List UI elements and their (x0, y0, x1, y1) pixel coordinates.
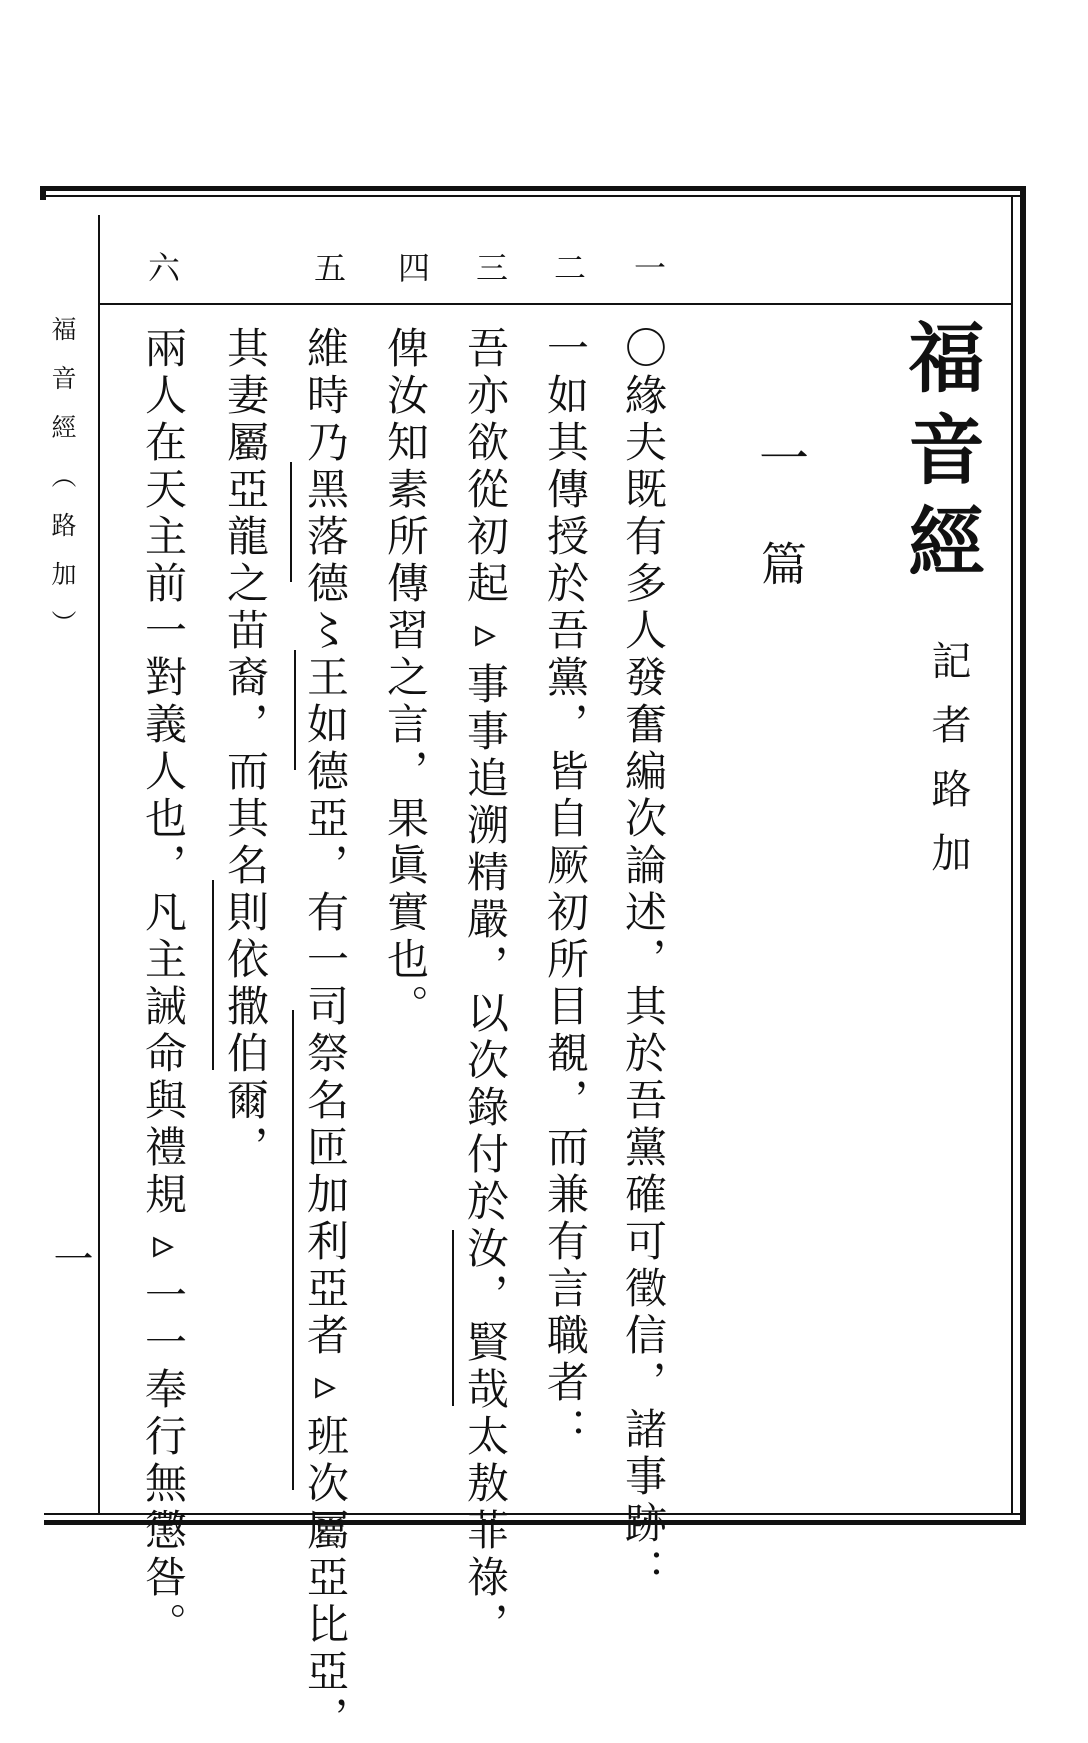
chapter-label: 篇 (754, 540, 808, 586)
verse-number-2: 二 (553, 249, 586, 287)
text-column-verse-2: 一如其傳授於吾黨，皆自厥初所目覩，而兼有言職者： (541, 326, 590, 1454)
proper-name-mark (452, 1230, 454, 1406)
frame-bottom-rule-inner (44, 1513, 1026, 1515)
verse-number-3: 三 (475, 249, 508, 287)
text-column-verse-1: 〇緣夫既有多人發奮編次論述，其於吾黨確可徵信，諸事跡： (619, 326, 668, 1595)
sidebar-title: 福音經（路加） (48, 316, 77, 659)
frame-right-rule-outer (1020, 186, 1026, 1525)
text-column-verse-5-continued: 其妻屬亞龍之苗裔，而其名則依撒伯爾， (221, 326, 270, 1172)
frame-right-rule-inner (1011, 195, 1013, 1515)
verse-number-6: 六 (147, 249, 180, 287)
text-column-verse-3: 吾亦欲從初起▹事事追溯精嚴，以次錄付於汝，賢哉太敖菲祿， (461, 326, 510, 1649)
verse-number-4: 四 (397, 249, 430, 287)
verse-number-1: 一 (633, 249, 666, 287)
sidebar-page-number: 一 (47, 1238, 93, 1278)
frame-top-rule-inner (44, 195, 1026, 197)
chapter-number: 一 (751, 432, 809, 482)
text-column-verse-5: 維時乃黑落德〻王如德亞，有一司祭名匝加利亞者▹班次屬亞比亞， (301, 326, 350, 1743)
verse-number-header-rule (100, 303, 1011, 305)
text-column-verse-6: 兩人在天主前一對義人也，凡主誡命與禮規▹一一奉行無懲咎。 (139, 326, 188, 1649)
frame-top-rule-outer (44, 186, 1026, 191)
book-title: 福音經 (896, 318, 985, 594)
proper-name-mark (292, 1010, 294, 1490)
verse-number-5: 五 (313, 249, 346, 287)
frame-left-rule (98, 215, 100, 1513)
frame-bottom-rule-outer (44, 1520, 1026, 1525)
proper-name-mark (294, 650, 296, 770)
book-author: 記者路加 (925, 640, 971, 896)
frame-corner-mark (40, 186, 46, 200)
text-column-verse-4: 俾汝知素所傳習之言，果眞實也。 (381, 326, 430, 1031)
proper-name-mark (290, 462, 292, 582)
proper-name-mark (212, 880, 214, 1070)
